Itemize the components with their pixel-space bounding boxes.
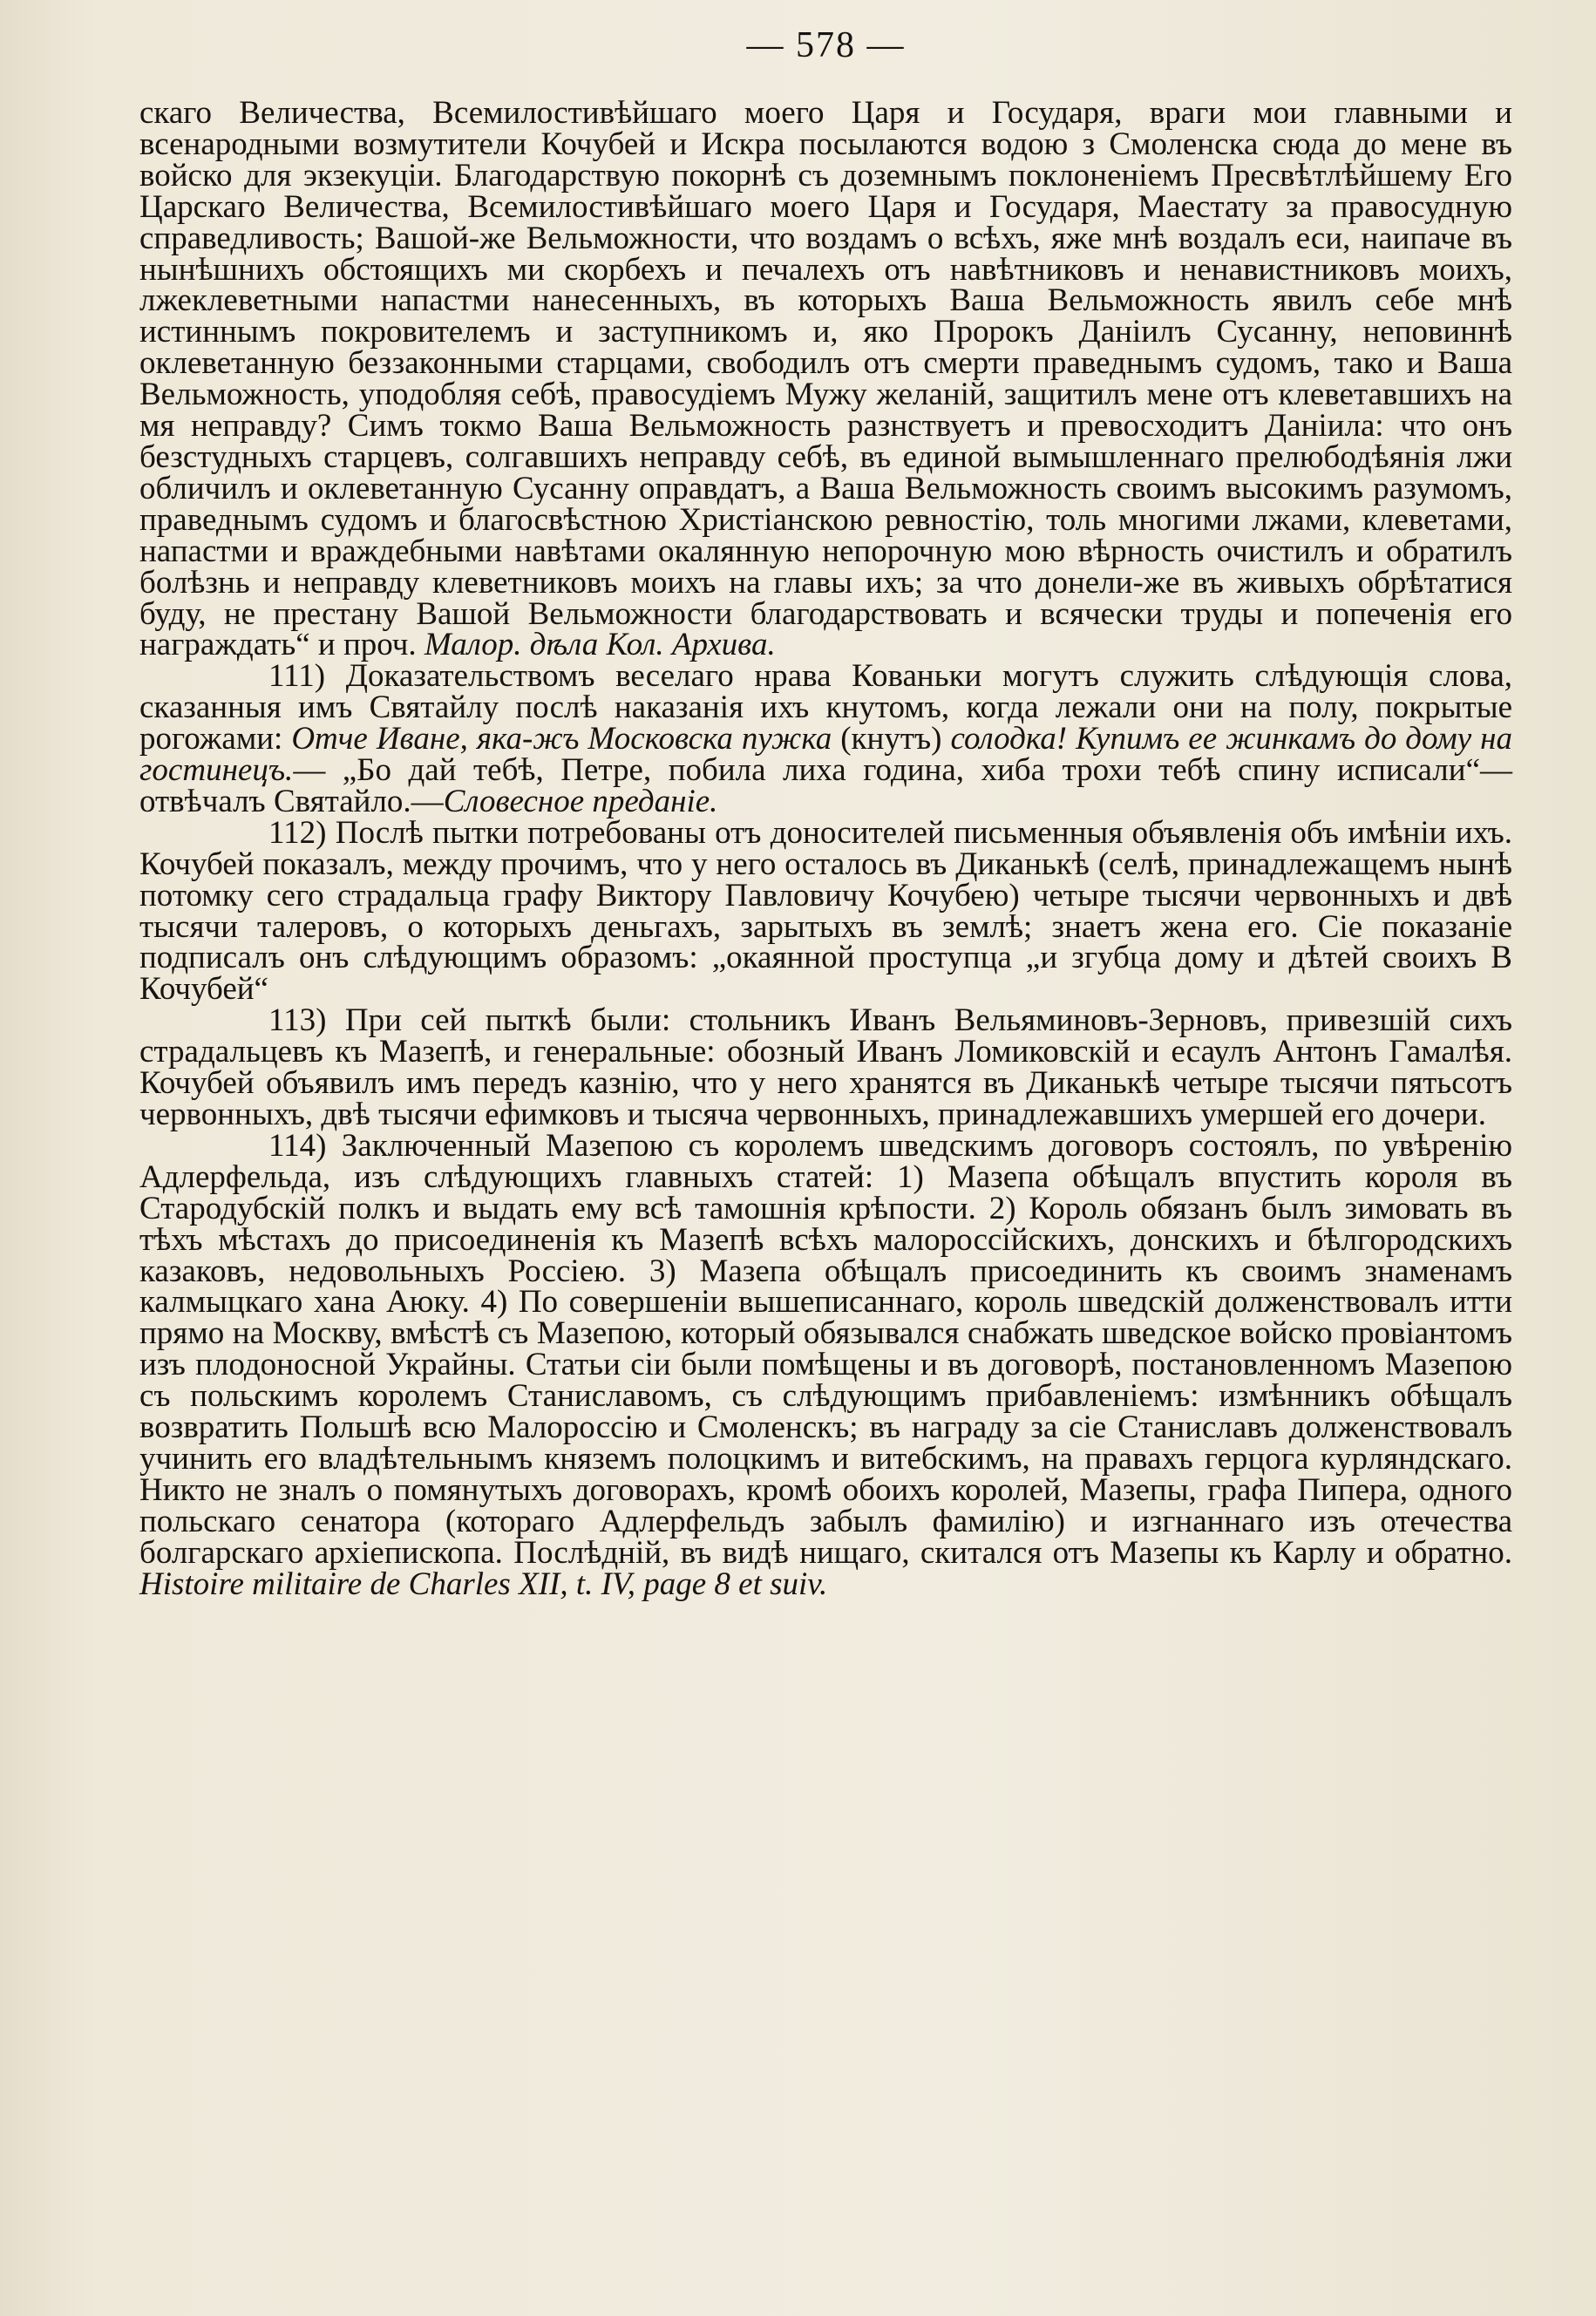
source-citation: Малор. дѣла Кол. Архива. xyxy=(424,627,776,663)
paragraph-intro-text: скаго Величества, Всемилостивѣйшаго моего Царя и Государя, враги мои главными и всенародными возмутители Кочубей и Искра посылаются водою з Смоленска сюда до мене въ войско для экзекуціи. Благодарствую покорнѣ съ доземнымъ поклоненіемъ Пресвѣтлѣйшему Его Царскаго Величества, Всемилостивѣйшаго моего Царя и Государя, Маестату за правосудную справедливость; Вашой-же Вельможности, что воздамъ о всѣхъ, яже мнѣ воздалъ еси, наипаче въ нынѣшнихъ обстоящихъ ми скорбехъ и печалехъ отъ навѣтниковъ и ненавистниковъ моихъ, лжеклеветными напастми нанесенныхъ, въ которыхъ Ваша Вельможность явилъ себе мнѣ истиннымъ покровителемъ и заступникомъ и, яко Пророкъ Даніилъ Сусанну, неповиннѣ оклеветанную беззаконными старцами, свободилъ отъ смерти праведнымъ судомъ, тако и Ваша Вельможность, уподобляя себѣ, правосудіемъ Мужу желаній, защитилъ мене отъ клеветавшихъ на мя неправду? Симъ токмо Ваша Вельможность разнствуетъ и превосходитъ Даніила: что онъ безстудныхъ старцевъ, солгавшихъ неправду себѣ, въ единой вымышленнаго прелюбодѣянія лжи обличилъ и оклеветанную Сусанну оправдатъ, а Ваша Вельможность своимъ высокимъ разумомъ, праведнымъ судомъ и благосвѣстною Христіанскою ревностію, толь многими лжами, клеветами, напастми и враждебными навѣтами окалянную непорочную мою вѣрность очистилъ и обратилъ болѣзнь и неправду клеветниковъ моихъ на главы ихъ; за что донели-же въ живыхъ обрѣтатися буду, не престану Вашой Вельможности благодарствовать и всячески труды и попеченія его награждать“ и проч. xyxy=(139,95,1512,663)
note-111-quote: Отче Иване, яка-жъ Московска пужка xyxy=(291,721,832,757)
page-number: — 578 — xyxy=(746,25,906,65)
body-text xyxy=(139,95,1513,1602)
note-111-text: 111) Доказательствомъ веселаго нрава Кованьки могутъ служить слѣдующія слова, сказанныя имъ Святайлу послѣ наказанія ихъ кнутомъ, когда лежали они на полу, покрытые рогожами: xyxy=(139,658,1512,757)
note-112: 112) Послѣ пытки потребованы отъ доносителей письменныя объявленія объ имѣніи ихъ. Кочубей показалъ, между прочимъ, что у него осталось въ Диканькѣ (селѣ, принадлежащемъ нынѣ потомку сего страдальца графу Виктору Павловичу Кочубею) четыре тысячи червонныхъ и двѣ тысячи талеровъ, о которыхъ деньгахъ, зарытыхъ въ землѣ; знаетъ жена его. Сіе показаніе подписалъ онъ слѣдующимъ образомъ: „окаянной проступца „и згубца дому и дѣтей своихъ В Кочубей“ xyxy=(139,814,1512,1008)
note-111 xyxy=(139,658,1513,819)
note-111-text-2: — „Бо дай тебѣ, Петре, побила лиха година, хиба трохи тебѣ спину исписали“—отвѣчалъ Святайло.— xyxy=(139,752,1512,819)
note-113: 113) При сей пыткѣ были: стольникъ Иванъ Вельяминовъ-Зерновъ, привезшій сихъ страдальцевъ къ Мазепѣ, и генеральные: обозный Иванъ Ломиковскій и есаулъ Антонъ Гамалѣя. Кочубей объявилъ имъ передъ казнію, что у него хранятся въ Диканькѣ четыре тысячи пятьсотъ червонныхъ, двѣ тысячи ефимковъ и тысяча червонныхъ, принадлежавшихъ умершей его дочери. xyxy=(139,1002,1512,1132)
note-111-gloss: (кнутъ) xyxy=(840,721,942,757)
note-111-source: Словесное преданіе. xyxy=(443,783,718,819)
paragraph-intro xyxy=(139,95,1512,663)
note-114 xyxy=(139,1127,1512,1602)
note-111-quote-2: солодка! Купимъ ее жинкамъ до дому на гостинецъ. xyxy=(139,721,1513,789)
note-114-source: Histoire militaire de Charles XII, t. IV, page 8 et suiv. xyxy=(139,1566,828,1602)
note-114-text: 114) Заключенный Мазепою съ королемъ шведскимъ договоръ состоялъ, по увѣренію Адлерфельда, изъ слѣдующихъ главныхъ статей: 1) Мазепа обѣщалъ впустить короля въ Стародубскій полкъ и выдать ему всѣ тамошнія крѣпости. 2) Король обязанъ былъ зимовать въ тѣхъ мѣстахъ до присоединенія къ Мазепѣ всѣхъ малороссійскихъ, донскихъ и бѣлгородскихъ казаковъ, недовольныхъ Россіею. 3) Мазепа обѣщалъ присоединить къ своимъ знаменамъ калмыцкаго хана Аюку. 4) По совершеніи вышеписаннаго, король шведскій долженствовалъ итти прямо на Москву, вмѣстѣ съ Мазепою, который обязывался снабжать шведское войско провіантомъ изъ плодоносной Украйны. Статьи сіи были помѣщены и въ договорѣ, постановленномъ Мазепою съ польскимъ королемъ Станиславомъ, съ слѣдующимъ прибавленіемъ: измѣнникъ обѣщалъ возвратить Польшѣ всю Малороссію и Смоленскъ; въ награду за сіе Станиславъ долженствовалъ учинить его владѣтельнымъ княземъ полоцкимъ и витебскимъ, на правахъ герцога курляндскаго. Никто не зналъ о помянутыхъ договорахъ, кромѣ обоихъ королей, Мазепы, графа Пипера, одного польскаго сенатора (котораго Адлерфельдъ забылъ фамилію) и изгнаннаго изъ отечества болгарскаго архіепископа. Послѣдній, въ видѣ нищаго, скитался отъ Мазепы къ Карлу и обратно. xyxy=(139,1127,1512,1571)
